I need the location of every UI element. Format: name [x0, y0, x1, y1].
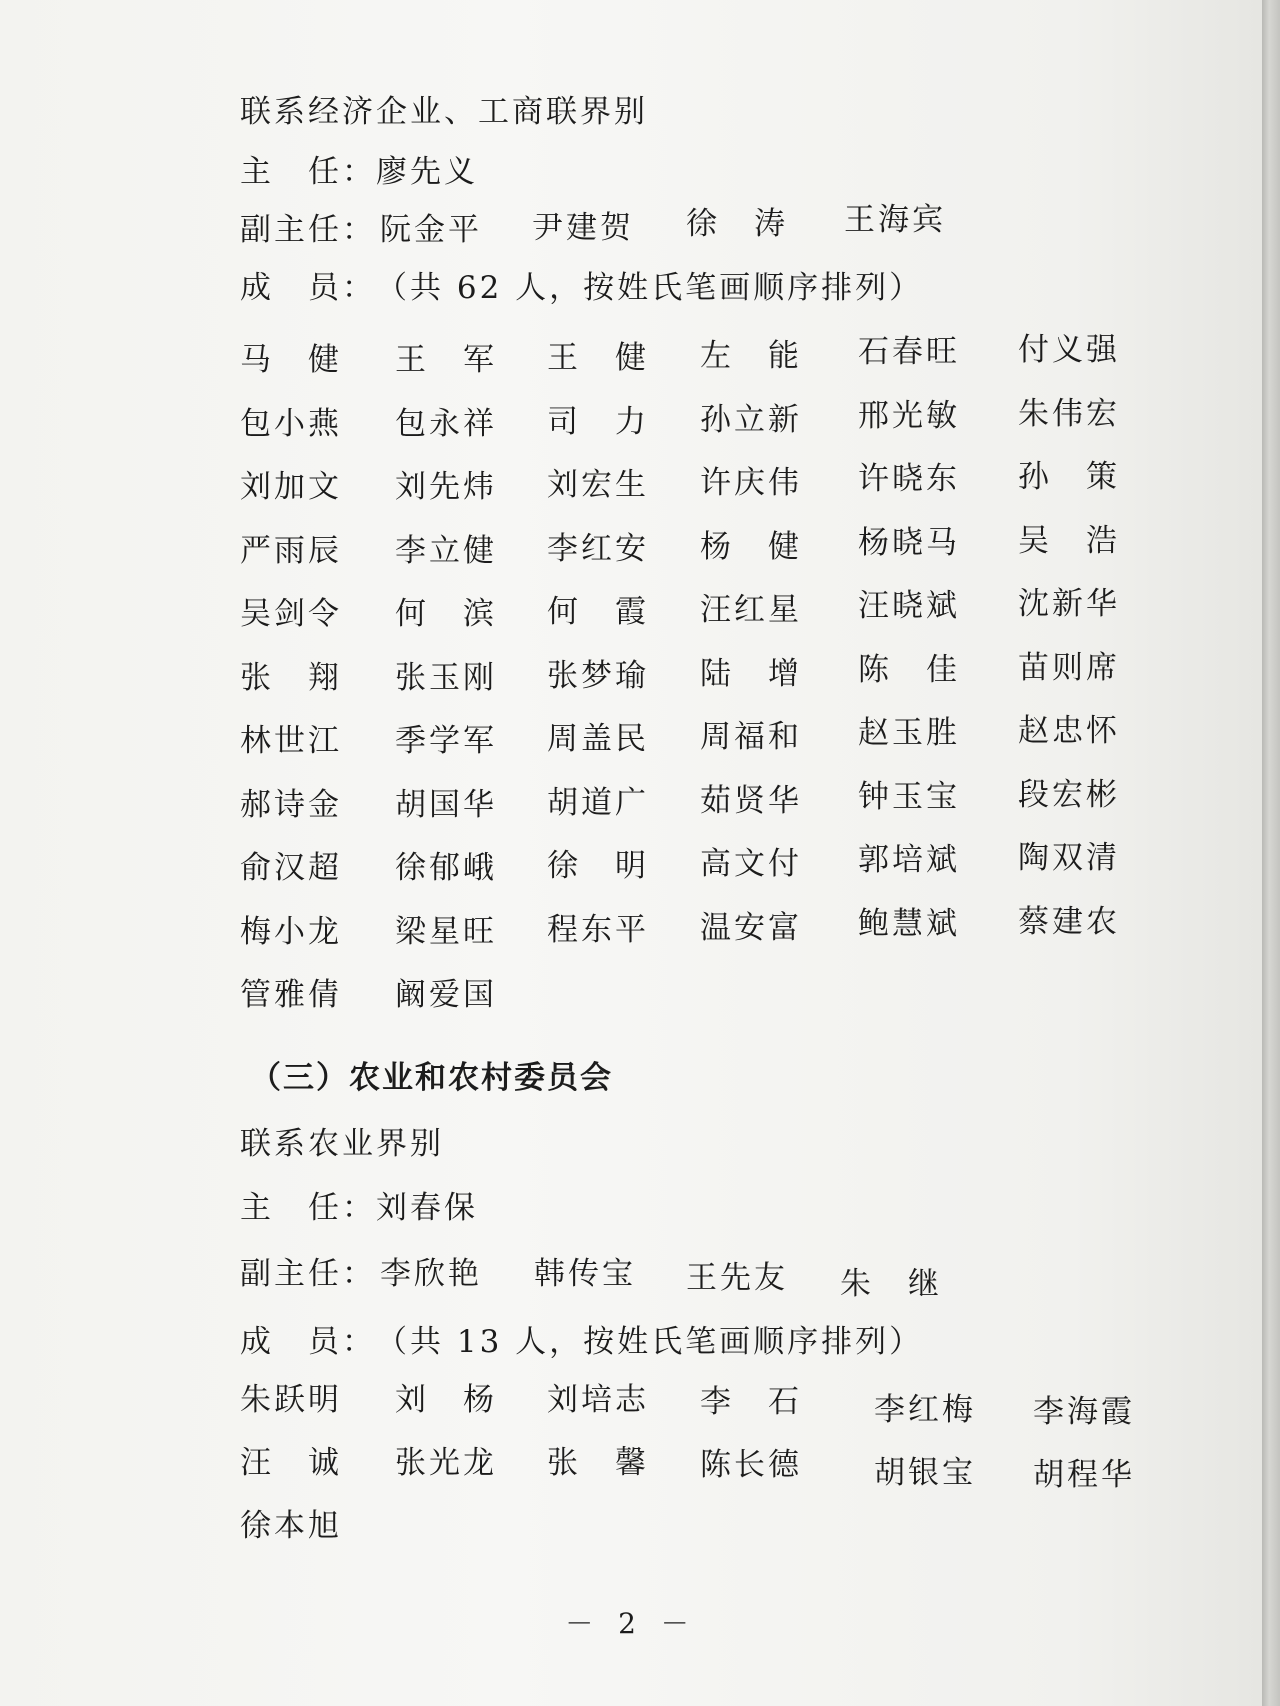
member-name: 赵玉胜 — [858, 715, 960, 751]
member-name: 程东平 — [547, 911, 649, 948]
member-name: 胡程华 — [1033, 1457, 1135, 1493]
member-name: 徐郁峨 — [395, 850, 497, 886]
member-name: 张梦瑜 — [547, 657, 649, 694]
member-name: 杨 健 — [700, 528, 802, 565]
member-name: 李 石 — [700, 1384, 802, 1420]
member-name: 汪 诚 — [240, 1445, 342, 1481]
section3-director-line — [240, 1188, 478, 1228]
member-name: 梅小龙 — [240, 913, 342, 950]
member-name: 赵忠怀 — [1018, 713, 1120, 749]
member-name: 马 健 — [240, 342, 342, 378]
member-name: 朱伟宏 — [1018, 395, 1120, 432]
member-name: 张玉刚 — [395, 659, 497, 696]
deputy-name: 阮金平 — [380, 212, 482, 248]
member-name: 邢光敏 — [858, 397, 960, 434]
member-name: 石春旺 — [858, 334, 960, 370]
member-name: 段宏彬 — [1018, 776, 1120, 813]
member-name: 郝诗金 — [240, 786, 342, 823]
member-name: 李红安 — [547, 530, 649, 567]
deputy-name: 王先友 — [686, 1260, 788, 1296]
section3-members-line — [240, 1322, 923, 1362]
member-name: 徐本旭 — [240, 1508, 342, 1544]
section3-deputy-line — [240, 1254, 376, 1294]
member-name: 王 健 — [547, 340, 649, 376]
member-name: 鲍慧斌 — [858, 905, 960, 942]
member-name: 汪晓斌 — [858, 588, 960, 624]
member-name: 李立健 — [395, 532, 497, 569]
member-row — [240, 522, 1140, 569]
member-name: 包永祥 — [395, 405, 497, 442]
member-name: 何 霞 — [547, 594, 649, 630]
member-row — [240, 971, 1140, 1011]
deputy-label: 副主任： — [240, 212, 376, 248]
member-row — [240, 840, 1140, 886]
deputy-name: 李欣艳 — [380, 1256, 482, 1292]
deputy-name: 尹建贺 — [532, 210, 634, 246]
member-name: 杨晓马 — [858, 524, 960, 561]
deputy-name: 韩传宝 — [534, 1256, 636, 1292]
member-name: 陆 增 — [700, 655, 802, 692]
member-name: 李海霞 — [1033, 1394, 1135, 1430]
member-name: 张 翔 — [240, 659, 342, 696]
member-name: 吴剑令 — [240, 596, 342, 632]
member-name: 刘先炜 — [395, 469, 497, 505]
member-row — [240, 713, 1140, 759]
member-name: 付义强 — [1018, 332, 1120, 368]
members-note: （共 62 人，按姓氏笔画顺序排列） — [376, 270, 924, 306]
member-row — [240, 1380, 1140, 1430]
member-name: 胡银宝 — [874, 1455, 976, 1491]
member-name: 俞汉超 — [240, 850, 342, 886]
member-name: 苗则席 — [1018, 649, 1120, 686]
member-row — [240, 776, 1140, 823]
member-name: 胡道广 — [547, 784, 649, 821]
section3-heading: （三）农业和农村委员会 — [250, 1060, 613, 1096]
section2-deputy-line — [240, 210, 376, 250]
deputy-name: 朱 继 — [840, 1266, 942, 1302]
director-name: 刘春保 — [376, 1190, 478, 1226]
member-name: 严雨辰 — [240, 532, 342, 569]
member-name: 汪红星 — [700, 592, 802, 628]
members-label: 成 员： — [240, 270, 376, 306]
section2-members-line — [240, 268, 923, 308]
member-name: 管雅倩 — [240, 977, 342, 1013]
member-name: 陶双清 — [1018, 840, 1120, 876]
section3-liaison: 联系农业界别 — [240, 1126, 444, 1162]
member-name: 朱跃明 — [240, 1382, 342, 1418]
director-label: 主 任： — [240, 1190, 376, 1226]
member-name: 陈 佳 — [858, 651, 960, 688]
member-name: 包小燕 — [240, 405, 342, 442]
member-name: 刘培志 — [547, 1382, 649, 1418]
member-name: 刘 杨 — [395, 1382, 497, 1418]
deputy-name: 王海宾 — [844, 202, 946, 238]
member-name: 何 滨 — [395, 596, 497, 632]
member-name: 钟玉宝 — [858, 778, 960, 815]
member-name: 沈新华 — [1018, 586, 1120, 622]
member-name: 温安富 — [700, 909, 802, 946]
member-row — [240, 1506, 1140, 1546]
member-name: 孙立新 — [700, 401, 802, 438]
member-name: 郭培斌 — [858, 842, 960, 878]
member-name: 高文付 — [700, 846, 802, 882]
member-row — [240, 1443, 1140, 1493]
member-name: 刘加文 — [240, 469, 342, 505]
deputy-name: 徐 涛 — [686, 206, 788, 242]
members-label: 成 员： — [240, 1324, 376, 1360]
director-label: 主 任： — [240, 154, 376, 190]
member-name: 司 力 — [547, 403, 649, 440]
member-name: 茹贤华 — [700, 782, 802, 819]
section2-liaison: 联系经济企业、工商联界别 — [240, 94, 648, 130]
member-row — [240, 586, 1140, 632]
member-row — [240, 649, 1140, 696]
member-name: 林世江 — [240, 723, 342, 759]
member-row — [240, 459, 1140, 505]
member-name: 陈长德 — [700, 1447, 802, 1483]
member-name: 张 馨 — [547, 1445, 649, 1481]
member-name: 许晓东 — [858, 461, 960, 497]
member-name: 王 军 — [395, 342, 497, 378]
member-name: 季学军 — [395, 723, 497, 759]
member-name: 梁星旺 — [395, 913, 497, 950]
section2-director-line — [240, 152, 478, 192]
member-row — [240, 903, 1140, 950]
member-name: 蔡建农 — [1018, 903, 1120, 940]
deputy-label: 副主任： — [240, 1256, 376, 1292]
page-edge — [1262, 0, 1280, 1706]
members-note: （共 13 人，按姓氏笔画顺序排列） — [376, 1324, 924, 1360]
member-row — [240, 395, 1140, 442]
member-name: 刘宏生 — [547, 467, 649, 503]
member-name: 李红梅 — [874, 1392, 976, 1428]
member-name: 左 能 — [700, 338, 802, 374]
member-name: 张光龙 — [395, 1445, 497, 1481]
member-name: 周盖民 — [547, 721, 649, 757]
member-name: 阚爱国 — [395, 977, 497, 1013]
member-name: 胡国华 — [395, 786, 497, 823]
member-name: 吴 浩 — [1018, 522, 1120, 559]
page-number: － 2 － — [565, 1607, 697, 1640]
member-name: 许庆伟 — [700, 465, 802, 501]
member-row — [240, 332, 1140, 378]
member-name: 徐 明 — [547, 848, 649, 884]
member-name: 孙 策 — [1018, 459, 1120, 495]
director-name: 廖先义 — [376, 154, 478, 190]
member-name: 周福和 — [700, 719, 802, 755]
